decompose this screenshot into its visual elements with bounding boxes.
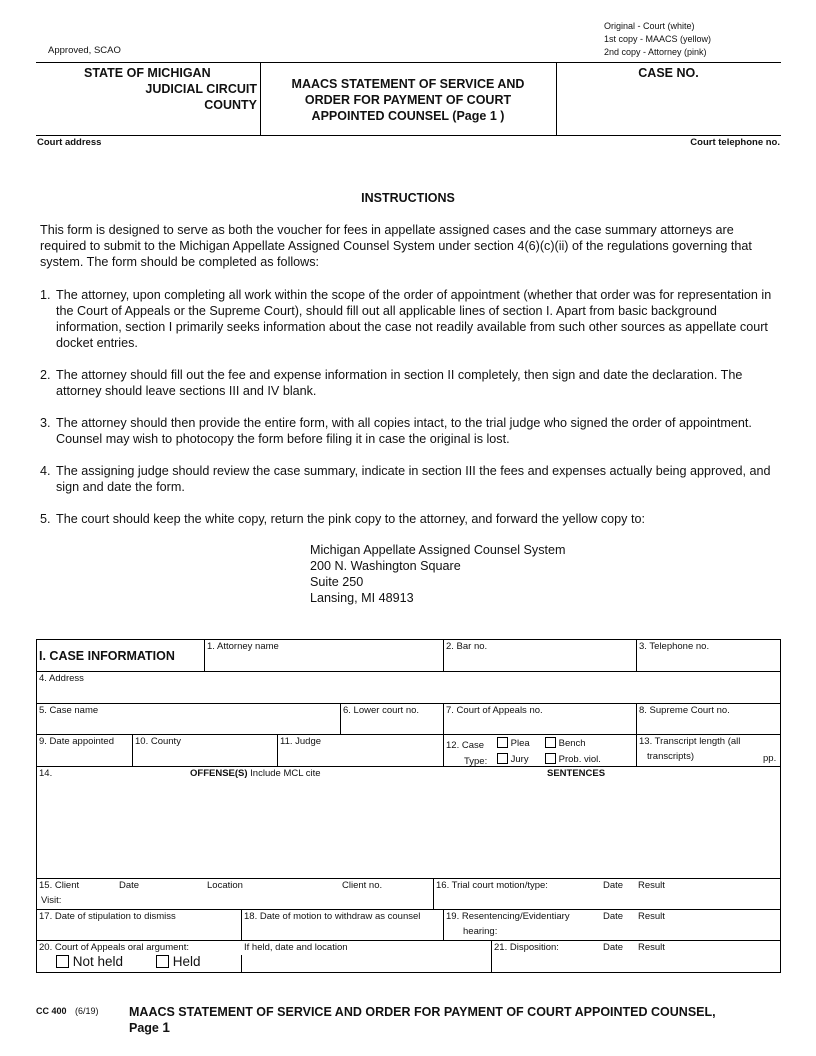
form-revision: (6/19) <box>75 1006 99 1016</box>
form-title-line3 <box>262 108 554 124</box>
resentencing-result-label: Result <box>638 911 665 922</box>
instruction-text: The attorney should fill out the fee and expense information in section II completely, then sign and date the declaration. The attorney should leave sections III and IV blank. <box>56 368 743 398</box>
transcript-length-label: 13. Transcript length (all <box>639 736 741 747</box>
col-line <box>277 734 278 766</box>
client-visit-label-2: Visit: <box>41 895 62 906</box>
judge-field[interactable]: 11. Judge <box>280 736 322 747</box>
approved-scao: Approved, SCAO <box>48 45 121 56</box>
instruction-item-5 <box>40 511 782 527</box>
footer-page-number: 1 <box>162 1020 170 1035</box>
bar-no-field[interactable]: 2. Bar no. <box>446 641 488 652</box>
bench-option[interactable] <box>545 737 586 749</box>
col-line <box>491 940 492 973</box>
col-line <box>443 639 444 671</box>
col-line <box>636 639 637 671</box>
row-line <box>36 878 781 879</box>
page-number: 1 <box>489 109 497 123</box>
copy-first: 1st copy - MAACS (yellow) <box>604 34 712 44</box>
case-type-type-label: Type: <box>464 756 488 767</box>
offenses-entry-area[interactable] <box>37 781 780 877</box>
held-checkbox[interactable] <box>156 955 169 968</box>
row-line <box>36 734 781 735</box>
plea-option[interactable] <box>497 737 530 749</box>
disposition-result-label: Result <box>638 942 665 953</box>
col-line <box>636 703 637 734</box>
plea-checkbox[interactable] <box>497 737 508 748</box>
attorney-name-field[interactable]: 1. Attorney name <box>207 641 279 652</box>
maacs-address <box>310 542 566 606</box>
offenses-label: OFFENSE(S) <box>190 768 248 779</box>
jury-label: Jury <box>510 754 529 765</box>
county-field[interactable]: 10. County <box>135 736 181 747</box>
resentencing-label: 19. Resentencing/Evidentiary <box>446 911 570 922</box>
case-name-field[interactable]: 5. Case name <box>39 705 99 716</box>
form-number <box>36 1006 99 1016</box>
held-option[interactable] <box>156 954 201 969</box>
row-line <box>36 940 781 941</box>
resentencing-label-2: hearing: <box>463 926 498 937</box>
case-type-label: 12. Case <box>446 740 485 751</box>
copy-original: Original - Court (white) <box>604 21 695 31</box>
instructions-heading: INSTRUCTIONS <box>361 191 455 205</box>
client-visit-label: 15. Client <box>39 880 80 891</box>
form-title-line2: ORDER FOR PAYMENT OF COURT <box>304 93 512 107</box>
instruction-item-1 <box>40 287 782 351</box>
transcript-length-label-2: transcripts) <box>647 751 694 762</box>
transcript-pp-label: pp. <box>763 753 777 764</box>
form-number-text: CC 400 <box>36 1006 67 1016</box>
footer-page-label: Page <box>129 1021 159 1035</box>
form-title <box>262 76 554 124</box>
resentencing-date-label: Date <box>603 911 624 922</box>
col-line <box>433 878 434 909</box>
header-bottom-rule <box>36 135 781 136</box>
bench-label: Bench <box>558 738 586 749</box>
jury-option[interactable] <box>497 753 529 765</box>
instruction-item-4 <box>40 463 782 495</box>
motion-withdraw-field[interactable]: 18. Date of motion to withdraw as counsel <box>244 911 421 922</box>
prob-viol-checkbox[interactable] <box>545 753 556 764</box>
mcl-cite-hint: Include MCL cite <box>250 768 321 779</box>
court-telephone-label: Court telephone no. <box>690 137 780 148</box>
form-title-close: ) <box>500 109 505 123</box>
instruction-num: 2. <box>40 368 51 382</box>
offenses-header <box>190 768 321 779</box>
col-line <box>204 639 205 671</box>
oral-argument-label: 20. Court of Appeals oral argument: <box>39 942 189 953</box>
not-held-checkbox[interactable] <box>56 955 69 968</box>
row-line <box>36 909 781 910</box>
instruction-text: The attorney should then provide the entire form, with all copies intact, to the trial judge who signed the order of appointment. Counsel may wish to photocopy the form before filing it in case the original is lost. <box>56 416 752 446</box>
instruction-item-3 <box>40 415 782 447</box>
row-line <box>36 766 781 767</box>
date-appointed-field[interactable]: 9. Date appointed <box>39 736 115 747</box>
instruction-text: The court should keep the white copy, return the pink copy to the attorney, and forward the yellow copy to: <box>56 512 645 526</box>
copy-distribution <box>604 20 711 59</box>
footer-page <box>129 1020 789 1036</box>
maacs-address-line1: Michigan Appellate Assigned Counsel System <box>310 543 566 557</box>
col-line <box>132 734 133 766</box>
form-title-line1: MAACS STATEMENT OF SERVICE AND <box>291 77 525 91</box>
bench-checkbox[interactable] <box>545 737 556 748</box>
client-visit-location-label: Location <box>207 880 243 891</box>
footer-title-text: MAACS STATEMENT OF SERVICE AND ORDER FOR PAYMENT OF COURT APPOINTED COUNSEL, <box>129 1005 716 1019</box>
offenses-number: 14. <box>39 768 53 779</box>
footer-title <box>129 1005 789 1036</box>
if-held-date-location-field[interactable]: If held, date and location <box>244 942 348 953</box>
court-address-label: Court address <box>37 137 102 148</box>
instruction-num: 1. <box>40 288 51 302</box>
header-top-rule <box>36 62 781 63</box>
telephone-no-field[interactable]: 3. Telephone no. <box>639 641 710 652</box>
held-label: Held <box>172 954 201 969</box>
maacs-address-line3: Suite 250 <box>310 575 364 589</box>
form-title-line3-text: APPOINTED COUNSEL (Page <box>311 109 487 123</box>
col-line <box>241 909 242 940</box>
trial-court-motion-date-label: Date <box>603 880 624 891</box>
header-divider-left <box>260 62 261 135</box>
instruction-item-2 <box>40 367 782 399</box>
state-label: STATE OF MICHIGAN <box>84 66 211 80</box>
instruction-num: 3. <box>40 416 51 430</box>
instruction-text: The attorney, upon completing all work within the scope of the order of appointment (whether that order was for representation in the Court of Appeals or the Supreme Court), should fill out all applicable lines of section I. Apart from basic background information, section I primarily seeks information about the case not readily available from such other sources as appellate court docket entries. <box>56 288 772 350</box>
court-of-appeals-no-field[interactable]: 7. Court of Appeals no. <box>446 705 543 716</box>
instruction-text: The assigning judge should review the case summary, indicate in section III the fees and expenses actually being approved, and sign and date the form. <box>56 464 771 494</box>
instructions-intro: This form is designed to serve as both the voucher for fees in appellate assigned cases and the case summary attorneys are required to submit to the Michigan Appellate Assigned Counsel System under section 4(6)(c)(ii) of the regulations governing that system. The form should be completed as follows: <box>40 223 752 269</box>
trial-court-motion-result-label: Result <box>638 880 665 891</box>
instruction-num: 5. <box>40 512 51 526</box>
copy-second: 2nd copy - Attorney (pink) <box>604 47 707 57</box>
col-line <box>636 734 637 766</box>
circuit-label: JUDICIAL CIRCUIT <box>145 82 257 96</box>
col-line <box>443 703 444 734</box>
sentences-label: SENTENCES <box>547 768 606 779</box>
not-held-option[interactable] <box>56 954 123 969</box>
prob-viol-option[interactable] <box>545 753 601 765</box>
client-no-label: Client no. <box>342 880 383 891</box>
supreme-court-no-field[interactable]: 8. Supreme Court no. <box>639 705 730 716</box>
trial-court-motion-label: 16. Trial court motion/type: <box>436 880 548 891</box>
section-title-case-info: I. CASE INFORMATION <box>39 649 175 663</box>
col-line <box>340 703 341 734</box>
row-line <box>36 671 781 672</box>
case-no-label: CASE NO. <box>638 66 699 80</box>
plea-label: Plea <box>510 738 530 749</box>
prob-viol-label: Prob. viol. <box>558 754 601 765</box>
row-line <box>36 703 781 704</box>
lower-court-no-field[interactable]: 6. Lower court no. <box>343 705 420 716</box>
col-line <box>443 909 444 940</box>
maacs-address-line4: Lansing, MI 48913 <box>310 591 414 605</box>
col-line <box>241 955 242 973</box>
jury-checkbox[interactable] <box>497 753 508 764</box>
disposition-date-label: Date <box>603 942 624 953</box>
disposition-label: 21. Disposition: <box>494 942 559 953</box>
instruction-num: 4. <box>40 464 51 478</box>
not-held-label: Not held <box>72 954 124 969</box>
maacs-address-line2: 200 N. Washington Square <box>310 559 461 573</box>
client-visit-date-label: Date <box>119 880 140 891</box>
county-label: COUNTY <box>204 98 257 112</box>
stipulation-dismiss-field[interactable]: 17. Date of stipulation to dismiss <box>39 911 176 922</box>
address-field[interactable]: 4. Address <box>39 673 84 684</box>
col-line <box>443 734 444 766</box>
